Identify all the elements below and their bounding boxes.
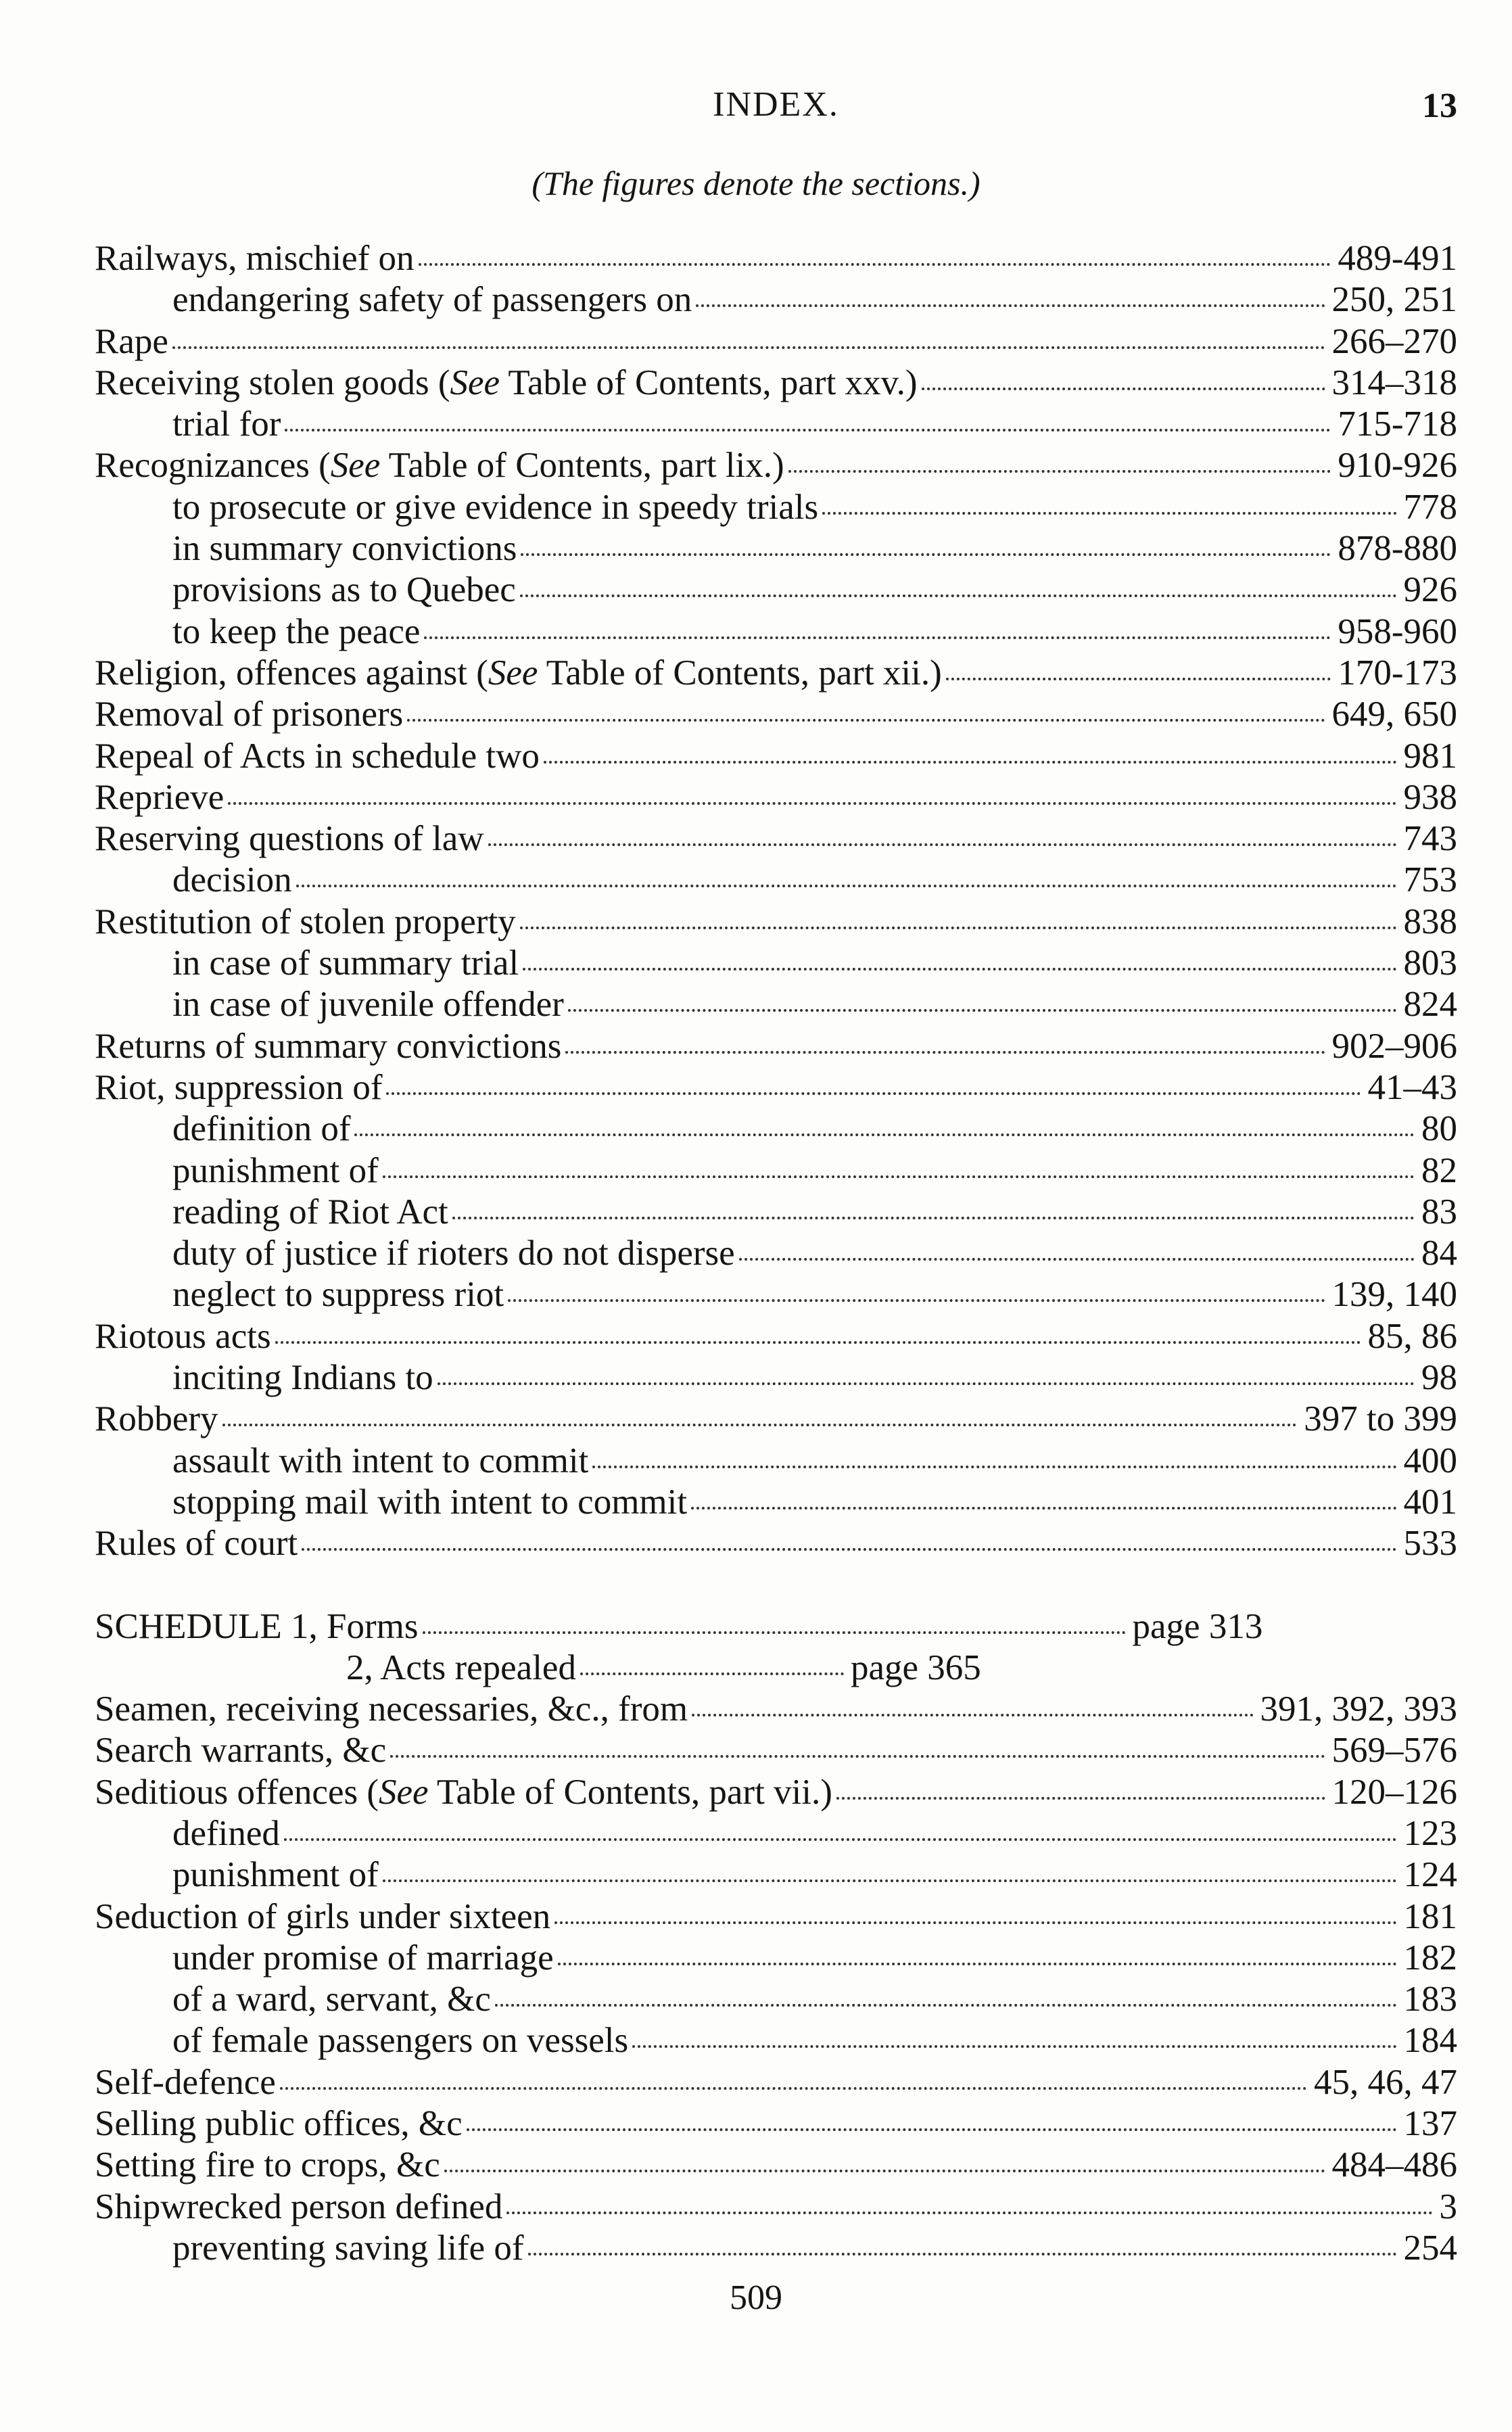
index-note: (The figures denote the sections.)	[531, 164, 981, 202]
index-entry	[95, 1274, 1457, 1315]
entry-label: of female passengers on vessels	[172, 2021, 629, 2061]
index-entry	[95, 1854, 1457, 1896]
dot-leader	[922, 388, 1325, 390]
entry-section-ref: 533	[1403, 1524, 1457, 1564]
entry-section-ref: 266–270	[1331, 321, 1457, 361]
entry-label: reading of Riot Act	[172, 1192, 448, 1232]
dot-leader	[383, 1879, 1397, 1882]
entry-section-ref: 181	[1403, 1896, 1457, 1936]
entry-label: Rules of court	[95, 1524, 298, 1564]
entry-section-ref: 184	[1403, 2021, 1457, 2061]
index-entry	[95, 777, 1457, 818]
dot-leader	[444, 2170, 1325, 2172]
dot-leader	[438, 1382, 1415, 1385]
entry-section-ref: 250, 251	[1331, 280, 1457, 320]
index-entry	[95, 1647, 1457, 1689]
dot-leader	[521, 553, 1331, 556]
entry-label: Self-defence	[95, 2062, 276, 2102]
dot-leader	[544, 761, 1397, 764]
index-entry	[95, 569, 1457, 611]
entry-label: inciting Indians to	[172, 1358, 433, 1398]
entry-label: assault with intent to commit	[172, 1441, 589, 1480]
entry-label: definition of	[172, 1109, 351, 1149]
dot-leader	[407, 719, 1325, 722]
entry-section-ref: 902–906	[1331, 1026, 1457, 1066]
entry-section-ref: 170-173	[1338, 653, 1457, 693]
dot-leader	[383, 1175, 1415, 1178]
index-entry	[95, 528, 1457, 569]
dot-leader	[296, 885, 1397, 887]
entry-label: provisions as to Quebec	[172, 570, 516, 610]
entry-section-ref: 314–318	[1331, 363, 1457, 402]
entry-label: Religion, offences against (See Table of Contents, part xii.)	[95, 653, 942, 693]
entry-section-ref: 803	[1403, 943, 1457, 983]
entry-section-ref: 484–486	[1331, 2145, 1457, 2185]
entry-section-ref: 838	[1403, 902, 1457, 941]
entry-section-ref: 489-491	[1338, 239, 1457, 278]
index-entry	[95, 1772, 1457, 1813]
dot-leader	[280, 2087, 1307, 2090]
index-entry	[95, 653, 1457, 694]
entry-label: to prosecute or give evidence in speedy trials	[172, 487, 819, 527]
entry-label: Setting fire to crops, &c	[95, 2145, 440, 2185]
entry-section-ref: 139, 140	[1331, 1275, 1457, 1315]
dot-leader	[386, 1092, 1361, 1095]
entry-label: 2, Acts repealed	[346, 1647, 576, 1687]
entry-section-ref: 878-880	[1338, 529, 1457, 569]
entry-section-ref: 254	[1403, 2228, 1457, 2268]
index-entry	[95, 1813, 1457, 1854]
index-entry	[95, 1689, 1457, 1730]
entry-label: Restitution of stolen property	[95, 902, 516, 941]
dot-leader	[275, 1341, 1361, 1344]
entry-section-ref: 82	[1421, 1150, 1457, 1190]
index-entry	[95, 860, 1457, 901]
entry-label: duty of justice if rioters do not disperse	[172, 1234, 735, 1273]
index-entry	[95, 818, 1457, 860]
index-entry	[95, 736, 1457, 777]
entry-label: Recognizances (See Table of Contents, part lix.)	[95, 446, 784, 486]
entry-label: Repeal of Acts in schedule two	[95, 736, 540, 776]
entry-label: decision	[172, 860, 292, 900]
index-entry	[95, 1399, 1457, 1440]
entry-label: stopping mail with intent to commit	[172, 1482, 688, 1522]
index-entry	[95, 2062, 1457, 2103]
header-page-number: 13	[1422, 87, 1457, 125]
index-entry	[95, 2228, 1457, 2269]
entry-section-ref: 123	[1403, 1813, 1457, 1853]
index-entry	[95, 943, 1457, 984]
entry-section-ref: 981	[1403, 736, 1457, 776]
dot-leader	[554, 1921, 1396, 1924]
entry-section-ref: 85, 86	[1367, 1316, 1457, 1356]
index-entry	[95, 1979, 1457, 2020]
dot-leader	[495, 2004, 1397, 2007]
entry-section-ref: 124	[1403, 1855, 1457, 1895]
entry-section-ref: 938	[1403, 777, 1457, 817]
index-entry	[95, 404, 1457, 445]
entry-label: Rape	[95, 321, 168, 361]
dot-leader	[558, 1963, 1397, 1965]
entry-section-ref: 84	[1421, 1234, 1457, 1273]
dot-leader	[788, 470, 1331, 473]
index-entry	[95, 2145, 1457, 2186]
entry-label: Shipwrecked person defined	[95, 2187, 503, 2226]
entry-label: defined	[172, 1813, 280, 1853]
entry-label: Reprieve	[95, 777, 225, 817]
dot-leader	[222, 1424, 1298, 1426]
dot-leader	[302, 1548, 1396, 1551]
entry-section-ref: 98	[1421, 1358, 1457, 1398]
entry-label: preventing saving life of	[172, 2228, 524, 2268]
index-entry	[95, 611, 1457, 653]
index-entry	[95, 694, 1457, 735]
index-entry	[95, 1482, 1457, 1523]
dot-leader	[691, 1507, 1396, 1510]
dot-leader	[696, 304, 1325, 307]
dot-leader	[580, 1673, 844, 1675]
dot-leader	[467, 2128, 1397, 2131]
page-title: INDEX.	[713, 85, 839, 124]
index-entry	[95, 2103, 1457, 2145]
dot-leader	[390, 1755, 1325, 1758]
entry-label: Reserving questions of law	[95, 819, 484, 859]
entry-section-ref: 926	[1403, 570, 1457, 610]
index-entry	[95, 1192, 1457, 1233]
index-entry	[95, 445, 1457, 486]
index-entry	[95, 1108, 1457, 1150]
dot-leader	[285, 429, 1331, 431]
entry-label: in case of summary trial	[172, 943, 519, 983]
entry-label: endangering safety of passengers on	[172, 280, 692, 320]
entry-section-ref: 753	[1403, 860, 1457, 900]
dot-leader	[632, 2045, 1396, 2048]
dot-leader	[946, 678, 1331, 680]
entry-section-ref: 743	[1403, 819, 1457, 859]
entry-section-ref: 120–126	[1331, 1772, 1457, 1812]
entry-label: Seamen, receiving necessaries, &c., from	[95, 1689, 688, 1729]
entry-section-ref: 183	[1403, 1980, 1457, 2019]
entry-label: Riotous acts	[95, 1316, 271, 1356]
dot-leader	[488, 843, 1397, 846]
entry-label: in summary convictions	[172, 529, 517, 569]
entry-section-ref: 391, 392, 393	[1260, 1689, 1457, 1729]
dot-leader	[284, 1838, 1397, 1841]
index-entry	[95, 1150, 1457, 1192]
dot-leader	[423, 1631, 1126, 1634]
dot-leader	[568, 1009, 1397, 1012]
entry-label: punishment of	[172, 1150, 379, 1190]
entry-section-ref: page 313	[1132, 1606, 1263, 1646]
index-entry	[95, 238, 1457, 279]
dot-leader	[424, 636, 1331, 639]
entry-section-ref: 400	[1403, 1441, 1457, 1480]
entry-section-ref: 3	[1439, 2187, 1457, 2226]
dot-leader	[565, 1051, 1325, 1054]
entry-label: Receiving stolen goods (See Table of Contents, part xxv.)	[95, 363, 918, 402]
entry-section-ref: 824	[1403, 985, 1457, 1025]
index-entry	[95, 2020, 1457, 2061]
index-entry	[95, 1896, 1457, 1938]
entry-section-ref: 778	[1403, 487, 1457, 527]
dot-leader	[739, 1258, 1415, 1261]
index-entry	[95, 1316, 1457, 1357]
entry-label: Selling public offices, &c	[95, 2104, 463, 2144]
index-entry	[95, 902, 1457, 943]
index-entry	[95, 1233, 1457, 1274]
entry-section-ref: 401	[1403, 1482, 1457, 1522]
entry-label: Returns of summary convictions	[95, 1026, 562, 1066]
entry-label: trial for	[172, 404, 281, 444]
entry-section-ref: 182	[1403, 1938, 1457, 1978]
index-entry	[95, 984, 1457, 1025]
dot-leader	[528, 2253, 1397, 2255]
entry-label: Seduction of girls under sixteen	[95, 1896, 551, 1936]
entry-label: Railways, mischief on	[95, 239, 415, 278]
index-entry	[95, 1730, 1457, 1771]
entry-section-ref: 41–43	[1367, 1067, 1457, 1107]
entry-section-ref: 649, 650	[1331, 695, 1457, 734]
entry-label: of a ward, servant, &c	[172, 1980, 491, 2019]
section-gap	[95, 1565, 1457, 1606]
index-entry	[95, 1523, 1457, 1564]
entry-label: in case of juvenile offender	[172, 985, 564, 1025]
entry-label: punishment of	[172, 1855, 379, 1895]
dot-leader	[172, 346, 1325, 349]
entry-section-ref: 83	[1421, 1192, 1457, 1232]
dot-leader	[354, 1133, 1415, 1136]
dot-leader	[592, 1466, 1396, 1468]
entry-label: Seditious offences (See Table of Contents, part vii.)	[95, 1772, 832, 1812]
index-entry	[95, 1441, 1457, 1482]
index-entry	[95, 1357, 1457, 1399]
entry-section-ref: page 365	[850, 1647, 981, 1687]
dot-leader	[520, 594, 1397, 597]
entry-label: neglect to suppress riot	[172, 1275, 504, 1315]
dot-leader	[822, 512, 1396, 515]
dot-leader	[228, 802, 1396, 805]
index-entry	[95, 1606, 1457, 1647]
dot-leader	[836, 1797, 1325, 1800]
index-entry	[95, 1026, 1457, 1067]
index-entry	[95, 487, 1457, 528]
entry-section-ref: 80	[1421, 1109, 1457, 1149]
dot-leader	[452, 1217, 1415, 1219]
dot-leader	[520, 927, 1397, 929]
dot-leader	[523, 968, 1396, 971]
dot-leader	[692, 1714, 1253, 1716]
entry-label: Search warrants, &c	[95, 1731, 387, 1771]
index-entry	[95, 321, 1457, 363]
dot-leader	[506, 2212, 1432, 2214]
entry-section-ref: 715-718	[1338, 404, 1457, 444]
index-entry	[95, 1938, 1457, 1979]
entry-section-ref: 397 to 399	[1304, 1399, 1457, 1439]
entry-label: to keep the peace	[172, 611, 421, 651]
entry-label: SCHEDULE 1, Forms	[95, 1606, 419, 1646]
entry-label: Removal of prisoners	[95, 695, 404, 734]
index-entry	[95, 363, 1457, 404]
dot-leader	[508, 1299, 1325, 1302]
entry-section-ref: 45, 46, 47	[1314, 2062, 1457, 2102]
entry-section-ref: 958-960	[1338, 611, 1457, 651]
entry-section-ref: 910-926	[1338, 446, 1457, 486]
entry-label: Robbery	[95, 1399, 218, 1439]
entry-section-ref: 569–576	[1331, 1731, 1457, 1771]
entry-label: Riot, suppression of	[95, 1067, 383, 1107]
entry-section-ref: 137	[1403, 2104, 1457, 2144]
dot-leader	[419, 263, 1331, 266]
page-header	[95, 85, 1457, 132]
footer-page-number: 509	[730, 2278, 782, 2317]
entry-label: under promise of marriage	[172, 1938, 554, 1978]
index-list	[95, 238, 1457, 2269]
index-entry	[95, 1067, 1457, 1108]
index-entry	[95, 2187, 1457, 2228]
index-entry	[95, 279, 1457, 321]
